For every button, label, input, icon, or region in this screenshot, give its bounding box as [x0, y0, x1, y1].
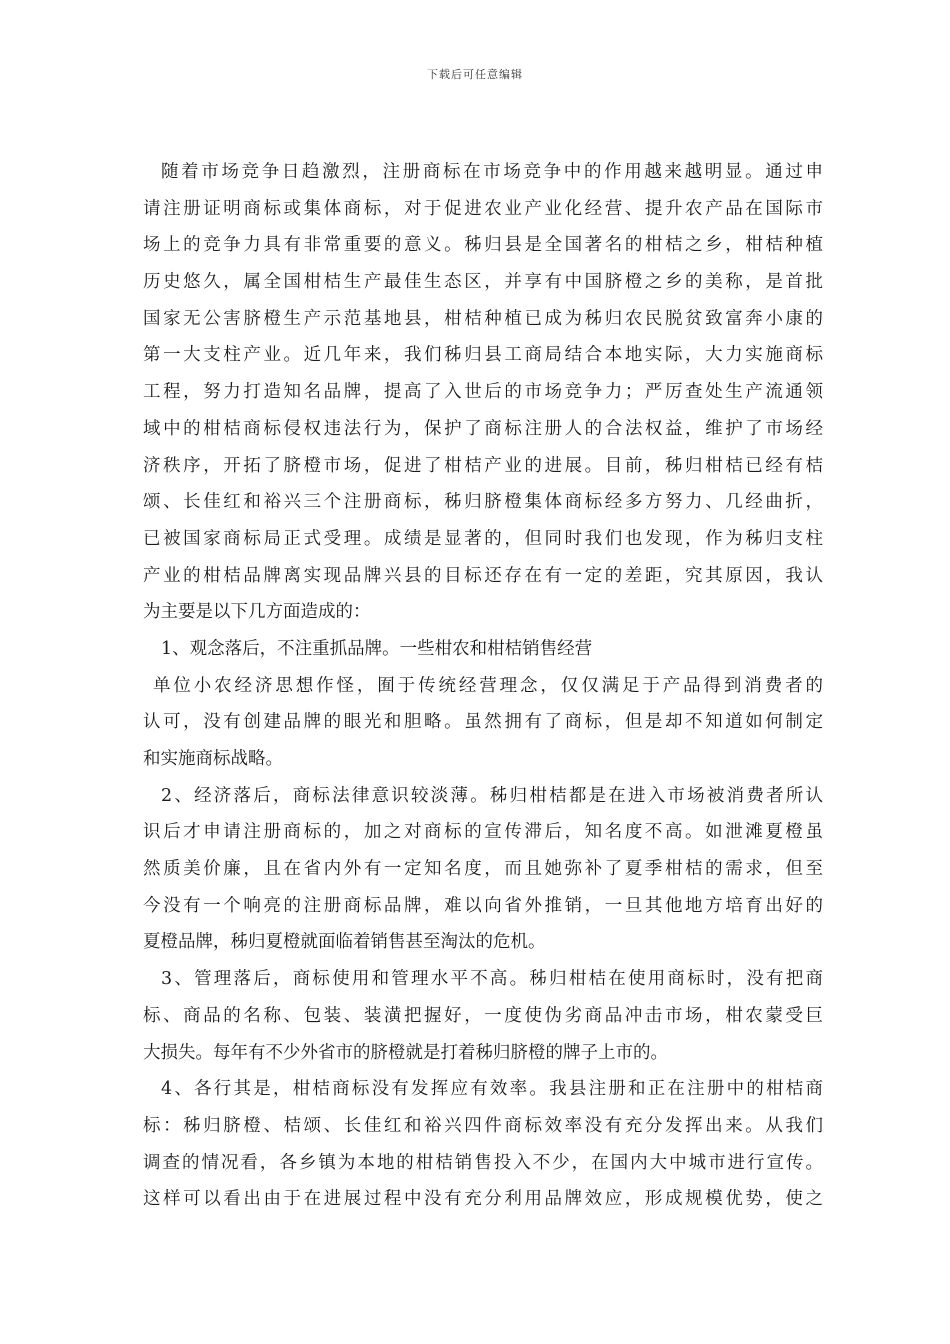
- paragraph-line: 工程，努力打造知名品牌，提高了入世后的市场竞争力；严厉查处生产流通领: [143, 382, 823, 403]
- section-heading-4: 4、各行其是，柑桔商标没有发挥应有效率。我县注册和正在注册中的柑桔商: [161, 1079, 823, 1100]
- paragraph-line: 这样可以看出由于在进展过程中没有充分利用品牌效应，形成规模优势，使之: [143, 1189, 823, 1210]
- paragraph-line: 域中的柑桔商标侵权违法行为，保护了商标注册人的合法权益，维护了市场经: [143, 418, 823, 439]
- paragraph-line: 标：秭归脐橙、桔颂、长佳红和裕兴四件商标效率没有充分发挥出来。从我们: [143, 1115, 823, 1136]
- paragraph-line: 大损失。每年有不少外省市的脐橙就是打着秭归脐橙的牌子上市的。: [143, 1042, 668, 1063]
- paragraph-line: 为主要是以下几方面造成的：: [143, 602, 371, 623]
- paragraph-line: 单位小农经济思想作怪，囿于传统经营理念，仅仅满足于产品得到消费者的: [153, 675, 823, 696]
- paragraph-line: 颂、长佳红和裕兴三个注册商标，秭归脐橙集体商标经多方努力、几经曲折，: [143, 492, 823, 513]
- paragraph-line: 历史悠久，属全国柑桔生产最佳生态区，并享有中国脐橙之乡的美称，是首批: [143, 272, 823, 293]
- section-heading-1: 1、观念落后，不注重抓品牌。一些柑农和柑桔销售经营: [161, 638, 593, 659]
- paragraph-line: 随着市场竞争日趋激烈，注册商标在市场竞争中的作用越来越明显。通过申: [161, 162, 823, 182]
- paragraph-line: 今没有一个响亮的注册商标品牌，难以向省外推销，一旦其他地方培育出好的: [143, 895, 823, 916]
- paragraph-line: 已被国家商标局正式受理。成绩是显著的，但同时我们也发现，作为秭归支柱: [143, 528, 823, 549]
- paragraph-line: 国家无公害脐橙生产示范基地县，柑桔种植已成为秭归农民脱贫致富奔小康的: [143, 308, 823, 329]
- paragraph-line: 和实施商标战略。: [143, 749, 283, 769]
- section-heading-2: 2、经济落后，商标法律意识较淡薄。秭归柑桔都是在进入市场被消费者所认: [161, 785, 823, 806]
- document-body: [143, 154, 823, 1218]
- paragraph-line: 场上的竞争力具有非常重要的意义。秭归县是全国著名的柑桔之乡，柑桔种植: [143, 235, 823, 256]
- paragraph-line: 产业的柑桔品牌离实现品牌兴县的目标还存在有一定的差距，究其原因，我认: [143, 565, 823, 586]
- header-note: 下载后可任意编辑: [427, 68, 523, 81]
- paragraph-line: 夏橙品牌，秭归夏橙就面临着销售甚至淘汰的危机。: [143, 932, 546, 953]
- paragraph-line: 第一大支柱产业。近几年来，我们秭归县工商局结合本地实际，大力实施商标: [143, 345, 823, 366]
- paragraph-line: 请注册证明商标或集体商标，对于促进农业产业化经营、提升农产品在国际市: [143, 198, 823, 219]
- paragraph-line: 然质美价廉，且在省内外有一定知名度，而且她弥补了夏季柑桔的需求，但至: [143, 859, 823, 880]
- paragraph-line: 认可，没有创建品牌的眼光和胆略。虽然拥有了商标，但是却不知道如何制定: [143, 712, 823, 733]
- paragraph-line: 济秩序，开拓了脐橙市场，促进了柑桔产业的进展。目前，秭归柑桔已经有桔: [143, 455, 823, 476]
- paragraph-line: 调查的情况看，各乡镇为本地的柑桔销售投入不少，在国内大中城市进行宣传。: [143, 1152, 823, 1173]
- paragraph-line: 标、商品的名称、包装、装潢把握好，一度使伪劣商品冲击市场，柑农蒙受巨: [143, 1005, 823, 1026]
- paragraph-line: 识后才申请注册商标的，加之对商标的宣传滞后，知名度不高。如泄滩夏橙虽: [143, 822, 823, 843]
- section-heading-3: 3、管理落后，商标使用和管理水平不高。秭归柑桔在使用商标时，没有把商: [161, 969, 823, 990]
